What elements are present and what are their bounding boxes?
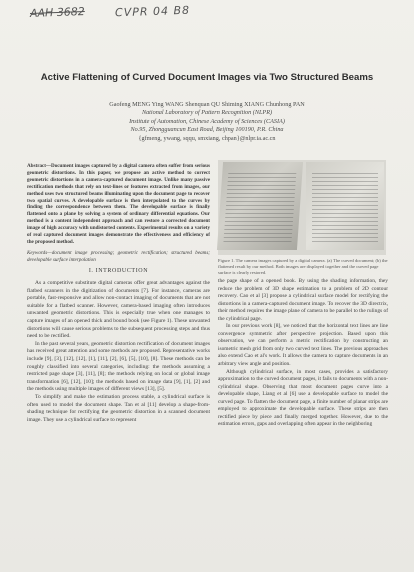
curved-document-photo (217, 162, 303, 250)
intro-right-column (218, 278, 388, 429)
paragraph: As a competitive substitute digital cameras offer great advantages against the flatbed scanners in the digitization of documents [7]. For instance, cameras are portable, fast-responsive and allow non-contact imaging of documents that are not suitable for a flatbed scanner. However, camera-based imaging often introduces unwanted geometric distortions. This is especially true when one manages to capture images of an opened thick and bound book (see Figure 1). These unwanted distortions will cause serious problems to the subsequent processing steps and thus need to be rectified. (27, 280, 210, 340)
paragraph: Although cylindrical surface, in most cases, provides a satisfactory approximation to the curved document pages, it fails to documents with a non-cylindrical shape. Observing that most document pages curve into a developable shape, Liang et al [6] use a developable surface to model the curved page. To flatten the document page, a finite number of planar strips are employed to approximate the developable surface. These strips are then rectified piece by piece and finally merged together. However, due to the estimation errors, gaps and overlapping often appear in the neighboring (218, 368, 388, 428)
figure-1 (218, 160, 386, 255)
keywords: Keywords—document image processing; geometric rectification; structured beams; developable surface interpolation (27, 250, 210, 263)
author-lab: National Laboratory of Pattern Recognition (NLPR) (141, 109, 273, 117)
paragraph: In our previous work [8], we noticed that the horizontal text lines are line convergence symmetric after perspective projection. Based upon this observation, we can perform a metric rectification by constructing an isometric mesh grid from only two curved text lines. The previous approaches also extend Cao et al's work. It allows the camera to capture documents in an arbitrary view angle and position. (218, 323, 388, 368)
abstract: Abstract—Document images captured by a digital camera often suffer from serious geometric distortions. In this paper, we propose an active method to correct geometric distortions in a camera-captured document image. Unlike many passive rectification methods that rely on text-lines or features extracted from images, our method uses two structured beams illuminating upon the document page to recover two spatial curves. A developable surface is then interpolated to the curves by finding the correspondence between them. The developable surface is finally flattened onto a plane by solving a system of ordinary differential equations. Our method is a content independent approach and can restore a corrected document image of high accuracy with undistorted contents. Experimental results on a variety of real captured document images demonstrate the effectiveness and efficiency of the proposed method. (27, 163, 210, 245)
handwritten-note: CVPR 04 B8 (114, 3, 191, 20)
handwritten-note: AAH 3682 (29, 5, 86, 20)
flattened-document-photo (306, 162, 384, 250)
intro-left-column (27, 280, 210, 424)
author-institute: Institute of Automation, Chinese Academy of Sciences (CASIA) (129, 117, 285, 125)
author-names: Gaofeng MENG Ying WANG Shenquan QU Shiming XIANG Chunhong PAN (109, 101, 305, 108)
author-block (60, 101, 354, 143)
section-heading: I. INTRODUCTION (88, 268, 149, 274)
paper-title: Active Flattening of Curved Document Images via Two Structured Beams (40, 72, 374, 83)
paragraph: the page shape of a opened book. By using the shading information, they reduce the problem of 3D shape estimation to a problem of 2D contour recovery. Cao et al [3] propose a cylindrical surface model for rectifying the distortions in a camera-captured document image. To recover the 3D directrix, their method requires the image plane of camera to be parallel to the rulings of the cylindrical page. (218, 278, 388, 322)
author-emails: {gfmeng, ywang, sqqu, smxiang, chpan}@nlpr.ia.ac.cn (138, 134, 276, 142)
figure-caption: Figure 1. The camera images captured by a digital camera. (a) The curved document; (b) the flattened result by our method. Both images are displayed together and the curved page surface is clearly restored. (218, 258, 388, 275)
paragraph: To simplify and make the estimation process stable, a cylindrical surface is often used to model the document shape. Tan et al [11] develop a shape-from-shading technique for rectifying the geometric distortion in a scanned document image. They use a cylindrical surface to represent (27, 393, 210, 423)
author-address: No.95, Zhongguancun East Road, Beijing 100190, P.R. China (130, 126, 284, 134)
paragraph: In the past several years, geometric distortion rectification of document images has received great attention and some methods are proposed. Representative works include [9], [3], [12], [12], [1], [11], [2], [6], [5], [10], [8]. These methods can be roughly classified into several categories, including: the methods assuming a restricted page shape [3], [11], [8]; the methods relying on local or global image transformation [6], [12], [10]; the methods based on image data [9], [1], [2] and the methods using multiple images of different views [13], [5]. (27, 340, 210, 393)
